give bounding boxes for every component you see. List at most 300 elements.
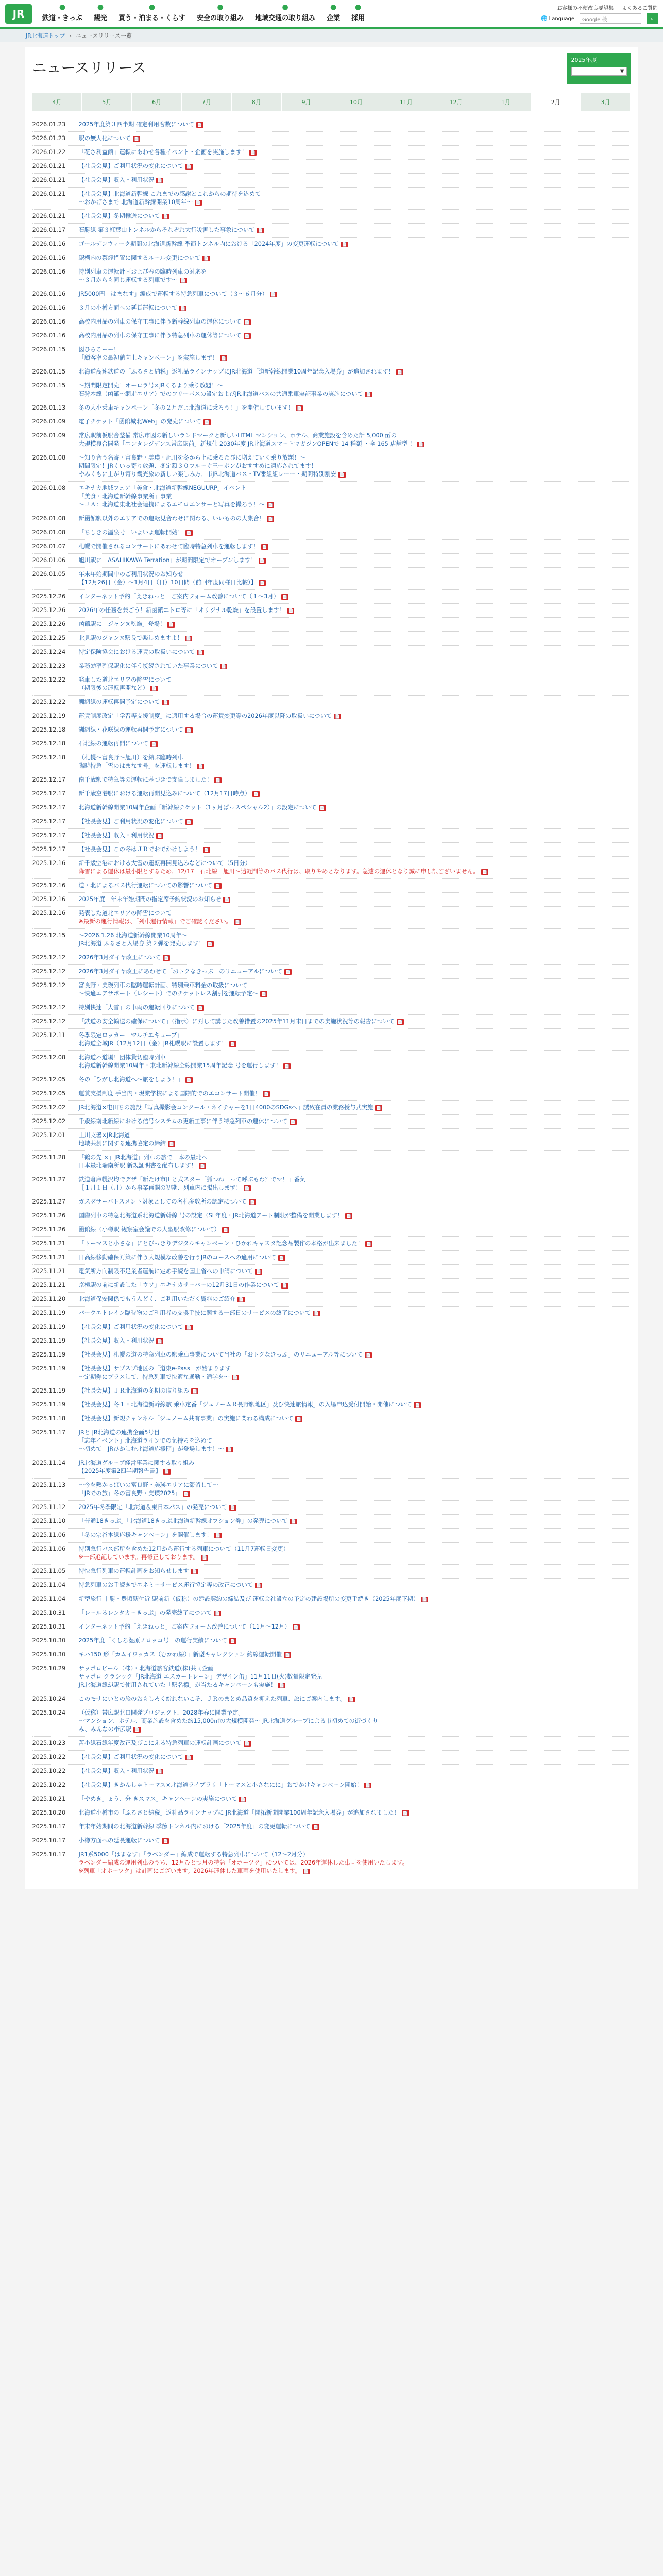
news-title-link[interactable]	[79, 832, 164, 840]
news-date: 2026.01.08	[32, 515, 66, 522]
news-body[interactable]	[79, 368, 403, 376]
news-body[interactable]	[79, 1323, 193, 1331]
pdf-icon: 📄	[250, 150, 256, 155]
pdf-icon: 📄	[415, 1402, 420, 1408]
news-body[interactable]	[79, 1709, 378, 1734]
news-row	[32, 751, 631, 773]
news-title-link[interactable]	[79, 1309, 320, 1317]
news-title-link[interactable]	[79, 484, 274, 493]
news-body[interactable]	[79, 162, 193, 171]
news-title-link[interactable]	[79, 606, 295, 615]
news-title-link[interactable]	[79, 1809, 409, 1817]
news-title-link[interactable]	[79, 968, 292, 976]
news-title-link[interactable]	[79, 882, 222, 890]
news-body[interactable]	[79, 1176, 306, 1192]
news-body[interactable]	[79, 1823, 320, 1831]
news-text: 旭川駅に「ASAHIKAWA Terration」が期間限定でオープンします！	[78, 557, 257, 564]
news-date: 2025.10.23	[32, 1740, 66, 1747]
news-body[interactable]	[79, 212, 169, 221]
news-title-link[interactable]	[79, 290, 277, 298]
breadcrumb-home[interactable]: JR北海道トップ	[26, 32, 65, 39]
nav-item[interactable]	[197, 3, 244, 22]
news-title-link[interactable]	[79, 1481, 218, 1489]
news-title-link[interactable]	[79, 1739, 251, 1748]
news-text: ～おかげさまで 北海道新幹線開業10周年～	[78, 199, 193, 206]
news-title-link[interactable]	[79, 620, 175, 629]
news-title-link[interactable]	[79, 740, 158, 748]
news-body[interactable]	[79, 1240, 373, 1248]
nav-item[interactable]	[94, 3, 107, 22]
news-date: 2025.11.27	[32, 1198, 66, 1205]
news-title-link[interactable]	[79, 162, 193, 171]
news-title-link[interactable]	[79, 648, 205, 656]
news-title-link[interactable]	[79, 1609, 222, 1617]
news-body[interactable]	[79, 1481, 218, 1498]
tab-month[interactable]: 8月	[232, 93, 282, 111]
news-body[interactable]	[79, 332, 251, 340]
news-body[interactable]	[79, 776, 222, 784]
news-body[interactable]	[79, 882, 222, 890]
tab-month[interactable]: 11月	[381, 93, 431, 111]
news-title-link[interactable]	[79, 1240, 373, 1248]
news-title-link[interactable]	[79, 845, 210, 854]
jr-logo[interactable]: JR	[5, 4, 32, 24]
nav-label: 安全の取り組み	[197, 14, 244, 22]
news-title-link[interactable]	[79, 981, 268, 990]
news-body[interactable]	[79, 712, 342, 720]
news-title-link[interactable]	[79, 1281, 288, 1290]
news-title-link[interactable]	[79, 1517, 297, 1526]
news-title-link[interactable]	[79, 268, 207, 276]
news-title-link[interactable]	[79, 1637, 236, 1645]
news-body[interactable]	[79, 240, 348, 248]
news-title-link[interactable]	[79, 712, 342, 720]
news-title-link[interactable]	[79, 1198, 256, 1206]
news-title-link[interactable]	[79, 1031, 236, 1040]
news-title-link[interactable]	[79, 1595, 429, 1603]
tab-month[interactable]: 4月	[32, 93, 82, 111]
news-body[interactable]	[79, 1198, 256, 1206]
news-title-link[interactable]	[79, 1709, 378, 1717]
news-body[interactable]	[79, 909, 242, 926]
news-title-link[interactable]	[79, 1781, 372, 1789]
news-title-link[interactable]	[79, 148, 257, 157]
news-title-link[interactable]	[79, 804, 326, 812]
news-body[interactable]	[79, 634, 193, 642]
news-title-link[interactable]	[79, 1665, 322, 1673]
news-row	[32, 429, 631, 451]
nav-item[interactable]	[118, 3, 185, 22]
news-date: 2025.12.08	[32, 1054, 66, 1061]
news-body[interactable]	[79, 1131, 175, 1148]
news-body[interactable]	[79, 1517, 297, 1526]
news-body[interactable]	[79, 570, 266, 587]
pdf-icon: 📄	[163, 700, 168, 705]
news-body[interactable]	[79, 529, 193, 537]
news-row	[32, 1834, 631, 1848]
nav-label: 買う・泊まる・くらす	[118, 14, 186, 22]
news-text: 【社長会見】北海道新幹線 これまでの感謝とこれからの期待を込めて	[78, 191, 261, 197]
news-title-link[interactable]	[79, 418, 211, 426]
news-title-link[interactable]	[79, 662, 228, 670]
news-title-link[interactable]	[79, 634, 193, 642]
news-title-link[interactable]	[79, 954, 171, 962]
news-body[interactable]	[79, 1795, 247, 1803]
news-title-link[interactable]	[79, 1795, 247, 1803]
news-date: 2025.10.30	[32, 1637, 66, 1644]
news-body[interactable]	[79, 726, 193, 734]
news-title-link[interactable]	[79, 859, 488, 868]
news-title-link[interactable]	[79, 543, 268, 551]
news-title-link[interactable]	[79, 1459, 195, 1467]
news-title-link[interactable]	[79, 1695, 355, 1703]
news-body[interactable]	[79, 1545, 290, 1562]
search-input[interactable]: Google 検	[580, 13, 641, 24]
news-title-link[interactable]	[79, 776, 222, 784]
news-row	[32, 659, 631, 673]
news-text: 新千歳空港における大雪の運転再開見込みなどについて（5日分）	[78, 860, 251, 867]
pdf-icon: 📄	[239, 1297, 244, 1302]
news-body[interactable]	[79, 698, 169, 706]
news-body[interactable]	[79, 190, 261, 207]
news-date: 2025.12.17	[32, 818, 66, 825]
news-title-link[interactable]	[79, 190, 261, 198]
news-body[interactable]	[79, 1429, 233, 1453]
news-row	[32, 1029, 631, 1051]
news-text: エキナカ地域フェア「美食・北海道新幹線NEGUURP」イベント	[78, 485, 247, 492]
news-body[interactable]	[79, 1415, 303, 1423]
news-title-link[interactable]	[79, 1429, 233, 1437]
news-body[interactable]	[79, 1117, 297, 1126]
news-date: 2025.11.13	[32, 1482, 66, 1488]
news-title-link[interactable]	[79, 592, 288, 601]
news-title-link[interactable]	[79, 1415, 303, 1423]
news-title-link[interactable]	[79, 556, 266, 565]
search-icon[interactable]: ⌕	[647, 13, 658, 24]
news-title-link[interactable]	[79, 346, 228, 354]
news-title-link[interactable]	[79, 254, 210, 262]
news-title-link[interactable]	[79, 1581, 263, 1589]
news-body[interactable]	[79, 1665, 322, 1689]
news-body[interactable]	[79, 432, 425, 448]
news-title-link[interactable]	[79, 818, 193, 826]
news-body[interactable]	[79, 1351, 372, 1359]
news-date: 2026.01.16	[32, 304, 66, 311]
tab-month[interactable]: 9月	[282, 93, 332, 111]
news-title-link[interactable]	[79, 1295, 245, 1303]
news-title-link[interactable]	[79, 134, 140, 143]
news-body[interactable]	[79, 1781, 372, 1789]
news-title-link[interactable]	[79, 1253, 285, 1262]
news-body[interactable]	[79, 1076, 193, 1084]
news-body[interactable]	[79, 1739, 251, 1748]
news-row	[32, 673, 631, 696]
news-title-link[interactable]	[79, 226, 264, 234]
pdf-icon: 📄	[221, 355, 227, 361]
pdf-icon: 📄	[319, 805, 325, 810]
news-body[interactable]	[79, 1054, 291, 1070]
news-body[interactable]	[79, 1031, 236, 1048]
news-body[interactable]	[79, 382, 372, 398]
language-link[interactable]: 🌐 Language	[541, 15, 574, 22]
news-body[interactable]	[79, 304, 187, 312]
tab-month[interactable]: 6月	[132, 93, 182, 111]
news-body[interactable]	[79, 454, 346, 479]
news-title-link[interactable]	[79, 1323, 193, 1331]
news-body[interactable]	[79, 620, 175, 629]
news-title-link[interactable]	[79, 1837, 169, 1845]
news-date: 2026.01.15	[32, 382, 66, 389]
news-body[interactable]	[79, 845, 210, 854]
news-body[interactable]	[79, 1531, 222, 1539]
news-title-link[interactable]	[79, 368, 403, 376]
news-body[interactable]	[79, 515, 275, 523]
news-body[interactable]	[79, 1753, 193, 1761]
news-body[interactable]	[79, 859, 488, 876]
news-title-link[interactable]	[79, 176, 164, 184]
year-selector[interactable]	[567, 53, 631, 84]
faq-link[interactable]: よくあるご質問	[622, 6, 658, 11]
news-body[interactable]	[79, 1337, 164, 1345]
news-title-link[interactable]	[79, 1365, 239, 1373]
news-body[interactable]	[79, 418, 211, 426]
news-title-link[interactable]	[79, 1018, 404, 1026]
news-title-link[interactable]	[79, 1567, 198, 1575]
news-title-link[interactable]	[79, 790, 260, 798]
news-body[interactable]	[79, 134, 140, 143]
news-row	[32, 1543, 631, 1565]
news-title-link[interactable]	[79, 1054, 291, 1062]
news-body[interactable]	[79, 1637, 236, 1645]
news-text: 高校内用品の列車の保守工事に伴う新幹線列車の運休について	[78, 318, 242, 325]
pdf-icon: 📄	[256, 1269, 262, 1274]
news-title-link[interactable]	[79, 1154, 208, 1162]
news-body[interactable]	[79, 662, 228, 670]
news-text: 運賃制度改定「学習等支援制度」に適用する場合の運賃変更等の2026年度以降の取扱いについて	[78, 713, 332, 719]
news-body[interactable]	[79, 484, 274, 509]
news-body[interactable]	[79, 754, 205, 770]
nav-item[interactable]	[327, 3, 340, 22]
news-title-link[interactable]	[79, 698, 169, 706]
year-dropdown[interactable]	[571, 67, 627, 76]
pdf-icon: 📄	[235, 919, 241, 924]
news-body[interactable]	[79, 1401, 421, 1409]
news-title-link[interactable]	[79, 454, 346, 462]
news-body[interactable]	[79, 290, 277, 298]
news-body[interactable]	[79, 1695, 355, 1703]
news-body[interactable]	[79, 404, 303, 412]
news-title-link[interactable]	[79, 382, 372, 390]
nav-item[interactable]	[351, 3, 365, 22]
news-body[interactable]	[79, 1365, 239, 1381]
news-title-link[interactable]	[79, 1651, 292, 1659]
news-body[interactable]	[79, 318, 251, 326]
news-body[interactable]	[79, 176, 164, 184]
feedback-link[interactable]: お客様の不便改良要望集	[557, 6, 614, 11]
news-body[interactable]	[79, 1581, 263, 1589]
news-title-link[interactable]	[79, 432, 425, 440]
news-title-link[interactable]	[79, 318, 251, 326]
news-title-link[interactable]	[79, 1623, 300, 1631]
news-title-link[interactable]	[79, 1823, 320, 1831]
news-title-link[interactable]	[79, 212, 169, 221]
news-row	[32, 1820, 631, 1834]
news-title-link[interactable]	[79, 1351, 372, 1359]
news-row	[32, 951, 631, 965]
news-title-link[interactable]	[79, 1753, 193, 1761]
news-body[interactable]	[79, 121, 203, 129]
news-title-link[interactable]	[79, 754, 205, 762]
news-text: 石勝線 第３紅葉山トンネルからそれぞれ大行災害した事象について	[78, 227, 255, 233]
news-title-link[interactable]	[79, 1387, 199, 1395]
news-title-link[interactable]	[79, 1176, 306, 1184]
news-body[interactable]	[79, 818, 193, 826]
news-row	[32, 1223, 631, 1237]
news-row	[32, 1251, 631, 1265]
news-title-link[interactable]	[79, 1104, 383, 1112]
news-body[interactable]	[79, 1851, 409, 1875]
news-body[interactable]	[79, 1609, 222, 1617]
news-body[interactable]	[79, 968, 292, 976]
news-title-link[interactable]	[79, 529, 193, 537]
news-body[interactable]	[79, 1623, 300, 1631]
pdf-icon: 📄	[186, 164, 192, 169]
news-title-link[interactable]	[79, 1267, 263, 1276]
news-title-link[interactable]	[79, 121, 203, 129]
news-row	[32, 1398, 631, 1412]
news-text: 2026年3月ダイヤ改正にあわせて「おトクなきっぷ」のリニューアルについて	[78, 968, 283, 975]
news-body[interactable]	[79, 1295, 245, 1303]
news-title-link[interactable]	[79, 304, 187, 312]
news-body[interactable]	[79, 790, 260, 798]
pdf-icon: 📄	[249, 1199, 255, 1205]
news-text: 【社長会見】収入・利用状況	[78, 177, 155, 183]
news-body[interactable]	[79, 1837, 169, 1845]
nav-item[interactable]	[255, 3, 315, 22]
news-title-link[interactable]	[79, 1004, 205, 1012]
news-title-link[interactable]	[79, 676, 172, 684]
news-body[interactable]	[79, 931, 214, 948]
news-title-link[interactable]	[79, 1226, 229, 1234]
news-body[interactable]	[79, 346, 228, 362]
news-title-link[interactable]	[79, 1767, 164, 1775]
news-body[interactable]	[79, 592, 288, 601]
news-body[interactable]	[79, 1309, 320, 1317]
nav-item[interactable]	[42, 3, 82, 22]
news-title-link[interactable]	[79, 726, 193, 734]
news-body[interactable]	[79, 254, 210, 262]
tab-month[interactable]: 2月	[531, 93, 581, 111]
news-body[interactable]	[79, 1503, 236, 1512]
news-body[interactable]	[79, 1104, 383, 1112]
news-title-link[interactable]	[79, 1117, 297, 1126]
pdf-icon: 📄	[282, 1283, 287, 1288]
news-row	[32, 1778, 631, 1792]
news-title-link[interactable]	[79, 404, 303, 412]
news-title-link[interactable]	[79, 1503, 236, 1512]
news-body[interactable]	[79, 1018, 404, 1026]
news-title-link[interactable]	[79, 1545, 290, 1553]
news-date: 2025.12.16	[32, 860, 66, 867]
news-body[interactable]	[79, 543, 268, 551]
news-title-link[interactable]	[79, 515, 275, 523]
news-body[interactable]	[79, 648, 205, 656]
news-text: （期限後の運転再開など）	[78, 685, 149, 691]
news-title-link[interactable]	[79, 240, 348, 248]
news-date: 2025.12.12	[32, 954, 66, 961]
news-title-link[interactable]	[79, 895, 231, 904]
news-date: 2025.12.25	[32, 635, 66, 641]
news-row	[32, 1848, 631, 1878]
tab-month[interactable]: 10月	[331, 93, 381, 111]
news-body[interactable]	[79, 1004, 205, 1012]
news-text: 「普通18きっぷ」「北海道18きっぷ北海道新幹線オプション券」の発売について	[78, 1518, 288, 1524]
news-body[interactable]	[79, 740, 158, 748]
news-body[interactable]	[79, 1267, 263, 1276]
news-body[interactable]	[79, 1281, 288, 1290]
news-title-link[interactable]	[79, 931, 214, 940]
news-body[interactable]	[79, 1651, 292, 1659]
news-body[interactable]	[79, 1387, 199, 1395]
news-title-link[interactable]	[79, 1131, 175, 1140]
news-text: JR北海道線が駅で使用されていた「駅名標」が当たるキャンペーンも実施！	[78, 1682, 277, 1688]
news-body[interactable]	[79, 1253, 285, 1262]
news-body[interactable]	[79, 556, 266, 565]
news-subline	[79, 762, 205, 770]
news-body[interactable]	[79, 148, 257, 157]
news-title-link[interactable]	[79, 1212, 353, 1220]
news-body[interactable]	[79, 1809, 409, 1817]
tab-month[interactable]: 3月	[581, 93, 631, 111]
news-body[interactable]	[79, 832, 164, 840]
news-title-link[interactable]	[79, 1076, 193, 1084]
news-body[interactable]	[79, 1595, 429, 1603]
news-title-link[interactable]	[79, 332, 251, 340]
news-title-link[interactable]	[79, 1401, 421, 1409]
news-body[interactable]	[79, 1090, 270, 1098]
news-body[interactable]	[79, 606, 295, 615]
news-title-link[interactable]	[79, 570, 266, 579]
news-body[interactable]	[79, 1154, 208, 1170]
news-title-link[interactable]	[79, 1531, 222, 1539]
news-row	[32, 1706, 631, 1737]
news-row	[32, 287, 631, 301]
news-body[interactable]	[79, 1212, 353, 1220]
news-row	[32, 843, 631, 857]
news-body[interactable]	[79, 954, 171, 962]
news-body[interactable]	[79, 226, 264, 234]
news-title-link[interactable]	[79, 1337, 164, 1345]
news-body[interactable]	[79, 676, 172, 692]
tab-month[interactable]: 7月	[182, 93, 232, 111]
news-body[interactable]	[79, 1226, 229, 1234]
news-body[interactable]	[79, 1567, 198, 1575]
pdf-icon: 📄	[221, 664, 227, 669]
news-list	[32, 118, 631, 1878]
news-body[interactable]	[79, 895, 231, 904]
news-body[interactable]	[79, 804, 326, 812]
news-title-link[interactable]	[79, 1090, 270, 1098]
news-body[interactable]	[79, 981, 268, 998]
news-body[interactable]	[79, 268, 207, 284]
tab-month[interactable]: 1月	[481, 93, 531, 111]
news-title-link[interactable]	[79, 909, 242, 918]
news-title-link[interactable]	[79, 1851, 409, 1859]
tab-month[interactable]: 5月	[82, 93, 132, 111]
news-body[interactable]	[79, 1459, 195, 1476]
news-body[interactable]	[79, 1767, 164, 1775]
tab-month[interactable]: 12月	[431, 93, 481, 111]
